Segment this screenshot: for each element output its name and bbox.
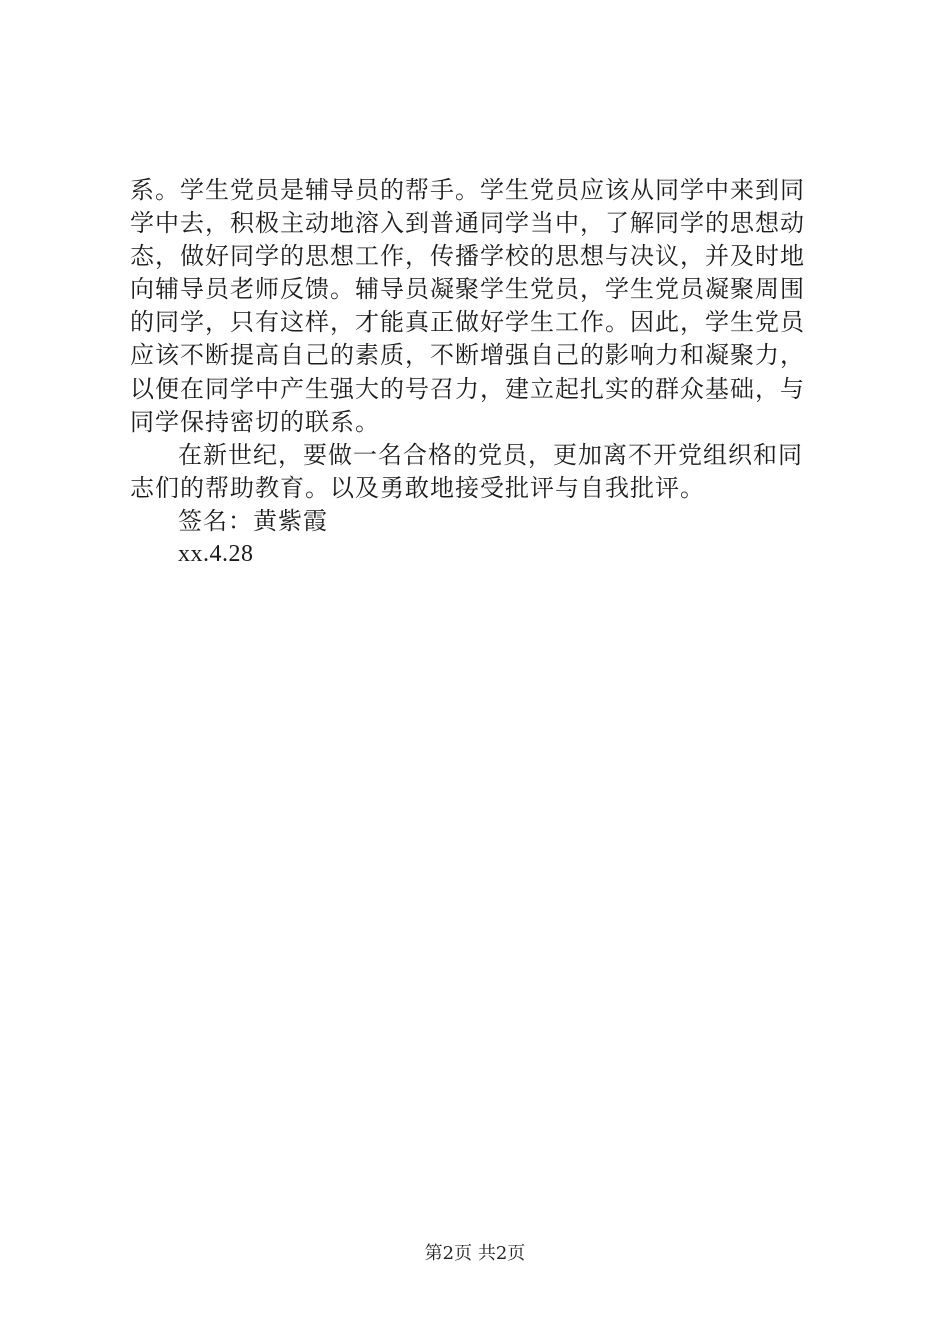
paragraph-1 [130, 174, 830, 439]
text-line: 系。学生党员是辅导员的帮手。学生党员应该从同学中来到同 [130, 176, 805, 204]
signature-line: 签名：黄紫霞 [178, 506, 328, 535]
text-line: 同学保持密切的联系。 [130, 407, 380, 436]
text-line: 向辅导员老师反馈。辅导员凝聚学生党员，学生党员凝聚周围 [130, 275, 805, 304]
text-line: 以便在同学中产生强大的号召力，建立起扎实的群众基础，与 [130, 374, 805, 403]
text-line: 态，做好同学的思想工作，传播学校的思想与决议，并及时地 [130, 242, 805, 271]
document-body [130, 174, 830, 571]
text-line: 应该不断提高自己的素质，不断增强自己的影响力和凝聚力， [130, 341, 805, 370]
text-line: 学中去，积极主动地溶入到普通同学当中，了解同学的思想动 [130, 209, 805, 238]
paragraph-2 [130, 439, 830, 505]
text-line: 的同学，只有这样，才能真正做好学生工作。因此，学生党员 [130, 308, 805, 337]
text-line: 在新世纪，要做一名合格的党员，更加离不开党组织和同 [178, 440, 803, 469]
text-line: 志们的帮助教育。以及勇敢地接受批评与自我批评。 [130, 473, 705, 502]
page-footer: 第2页 共2页 [424, 1243, 526, 1264]
date-line: xx.4.28 [178, 541, 254, 568]
